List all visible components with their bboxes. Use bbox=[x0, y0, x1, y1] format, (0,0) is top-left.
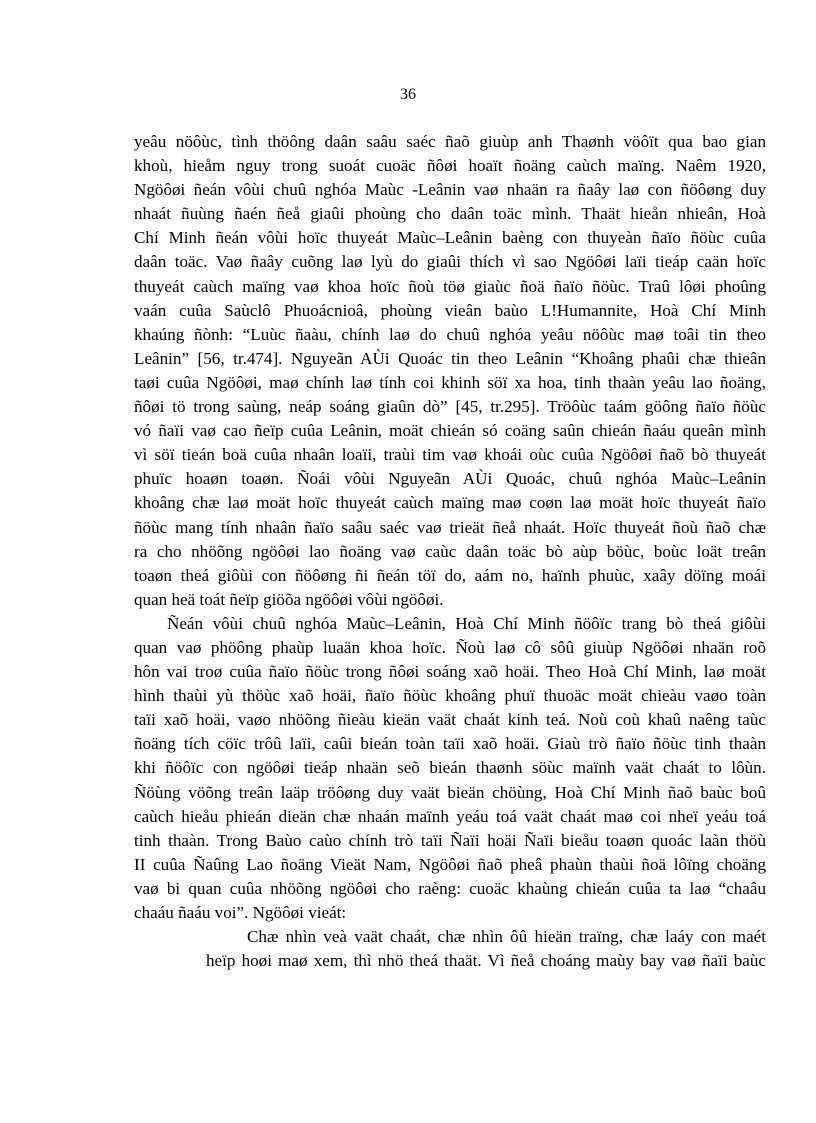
text-line: hình thaùi yù thöùc xaõ hoäi, ñaïo ñöùc khoâng phuï thuoäc moät chieàu vaøo toàn bbox=[134, 686, 766, 706]
text-line: ñöùc mang tính nhaân ñaïo saâu saéc vaø trieät ñeå nhaát. Hoïc thuyeát ñoù ñaõ chæ bbox=[134, 517, 766, 537]
text-line: ñoäng tích cöïc trôû laïi, caûi bieán toàn taïi xaõ hoäi. Giaù trò ñaïo ñöùc tinh thaàn bbox=[134, 734, 766, 754]
text-line: daân toäc. Vaø ñaây cuõng laø lyù do giaûi thích vì sao Ngöôøi laïi tieáp caän hoïc bbox=[134, 252, 766, 272]
text-line: vì söï tieán boä cuûa nhaân loaïi, traùi tim vaø khoái oùc cuûa Ngöôøi ñaõ bò thuyeát bbox=[134, 445, 766, 465]
text-line: quan vaø phöông phaùp luaän khoa hoïc. Ñoù laø cô sôû giuùp Ngöôøi nhaän roõ bbox=[134, 637, 766, 657]
text-line: tinh thaàn. Trong Baùo caùo chính trò taïi Ñaïi hoäi Ñaïi bieåu toaøn quoác laàn thöù bbox=[134, 830, 766, 850]
text-line: thuyeát caùch maïng vaø khoa hoïc ñoù töø giaùc ñoä ñaïo ñöùc. Traû lôøi phoûng bbox=[134, 276, 766, 296]
text-line: toaøn theá giôùi con ñöôøng ñi ñeán töï do, aám no, haïnh phuùc, xaây döïng moái bbox=[134, 565, 766, 585]
text-line: phuïc hoaøn toaøn. Ñoái vôùi Nguyeãn AÙi Quoác, chuû nghóa Maùc–Leânin bbox=[134, 469, 766, 489]
text-line: Ñeán vôùi chuû nghóa Maùc–Leânin, Hoà Chí Minh ñöôïc trang bò theá giôùi bbox=[167, 613, 766, 633]
body-text bbox=[134, 130, 766, 973]
paragraph-2 bbox=[134, 612, 766, 925]
text-line: khi ñöôïc con ngöôøi tieáp nhaän seõ bieán thaønh söùc maïnh vaät chaát to lôùn. bbox=[134, 758, 766, 778]
text-line: chaáu ñaáu voi”. Ngöôøi vieát: bbox=[134, 903, 347, 922]
page-number: 36 bbox=[400, 86, 416, 103]
text-line: hôn vai troø cuûa ñaïo ñöùc trong ñôøi soáng xaõ hoäi. Theo Hoà Chí Minh, laø moät bbox=[134, 662, 766, 682]
text-line: ra cho nhöõng ngöôøi lao ñoäng vaø caùc daân toäc bò aùp böùc, boùc loät treân bbox=[134, 541, 766, 561]
text-line: Ñöùng vöõng treân laäp tröôøng duy vaät bieän chöùng, Hoà Chí Minh ñaõ baùc boû bbox=[134, 782, 766, 802]
text-line: caùch hieåu phieán dieän chæ nhaán maïnh yeáu toá vaät chaát maø coi nheï yeáu toá bbox=[134, 806, 766, 826]
text-line: taïi xaõ hoäi, vaøo nhöõng ñieàu kieän vaät chaát kinh teá. Noù coù khaû naêng taùc bbox=[134, 710, 766, 730]
text-line: nhaát ñuùng ñaén ñeå giaûi phoùng cho daân toäc mình. Thaät hieån nhieân, Hoà bbox=[134, 204, 766, 224]
text-line: Ngöôøi ñeán vôùi chuû nghóa Maùc -Leânin vaø nhaän ra ñaây laø con ñöôøng duy bbox=[134, 180, 766, 200]
text-line: yeâu nöôùc, tình thöông daân saâu saéc ñaõ giuùp anh Thaønh vöôït qua bao gian bbox=[134, 132, 766, 151]
text-line: ñôøi tö trong saùng, neáp soáng giaûn dò” [45, tr.295]. Tröôùc taám göông ñaïo ñöùc bbox=[134, 397, 766, 417]
quote-line: Chæ nhìn veà vaät chaát, chæ nhìn ôû hieän traïng, chæ laáy con maét bbox=[247, 927, 766, 947]
block-quote bbox=[134, 925, 766, 973]
text-line: vaán cuûa Saùclô Phuoácnioâ, phoùng vieân baùo L!Humannite, Hoà Chí Minh bbox=[134, 300, 766, 320]
quote-line: heïp hoøi maø xem, thì nhö theá thaät. Vì ñeå choáng maùy bay vaø ñaïi baùc bbox=[206, 951, 766, 971]
text-line: quan heä toát ñeïp giöõa ngöôøi vôùi ngöôøi. bbox=[134, 589, 444, 609]
text-line: taøi cuûa Ngöôøi, maø chính laø tính coi khinh söï xa hoa, tinh thaàn yeâu lao ñoäng, bbox=[134, 372, 766, 392]
text-line: khoù, hieåm nguy trong suoát cuoäc ñôøi hoaït ñoäng caùch maïng. Naêm 1920, bbox=[134, 156, 766, 176]
paragraph-1 bbox=[134, 130, 766, 612]
text-line: Chí Minh ñeán vôùi hoïc thuyeát Maùc–Leânin baèng con thuyeàn ñaïo ñöùc cuûa bbox=[134, 228, 766, 248]
text-line: vaø bi quan cuûa nhöõng ngöôøi cho raèng: cuoäc khaùng chieán cuûa ta laø “chaâu bbox=[134, 878, 766, 898]
text-line: vó ñaïi vaø cao ñeïp cuûa Leânin, moät chieán só coäng saûn chieán ñaáu queân mình bbox=[134, 421, 766, 441]
text-line: khaúng ñònh: “Luùc ñaàu, chính laø do chuû nghóa yeâu nöôùc maø toâi tin theo bbox=[134, 324, 766, 344]
text-line: II cuûa Ñaûng Lao ñoäng Vieät Nam, Ngöôøi ñaõ pheâ phaùn thaùi ñoä lôïng choäng bbox=[134, 854, 766, 874]
text-line: khoâng chæ laø moät hoïc thuyeát caùch maïng maø coøn laø moät hoïc thuyeát ñaïo bbox=[134, 493, 766, 513]
text-line: Leânin” [56, tr.474]. Nguyeãn AÙi Quoác tin theo Leânin “Khoâng phaûi chæ thieân bbox=[134, 348, 766, 368]
